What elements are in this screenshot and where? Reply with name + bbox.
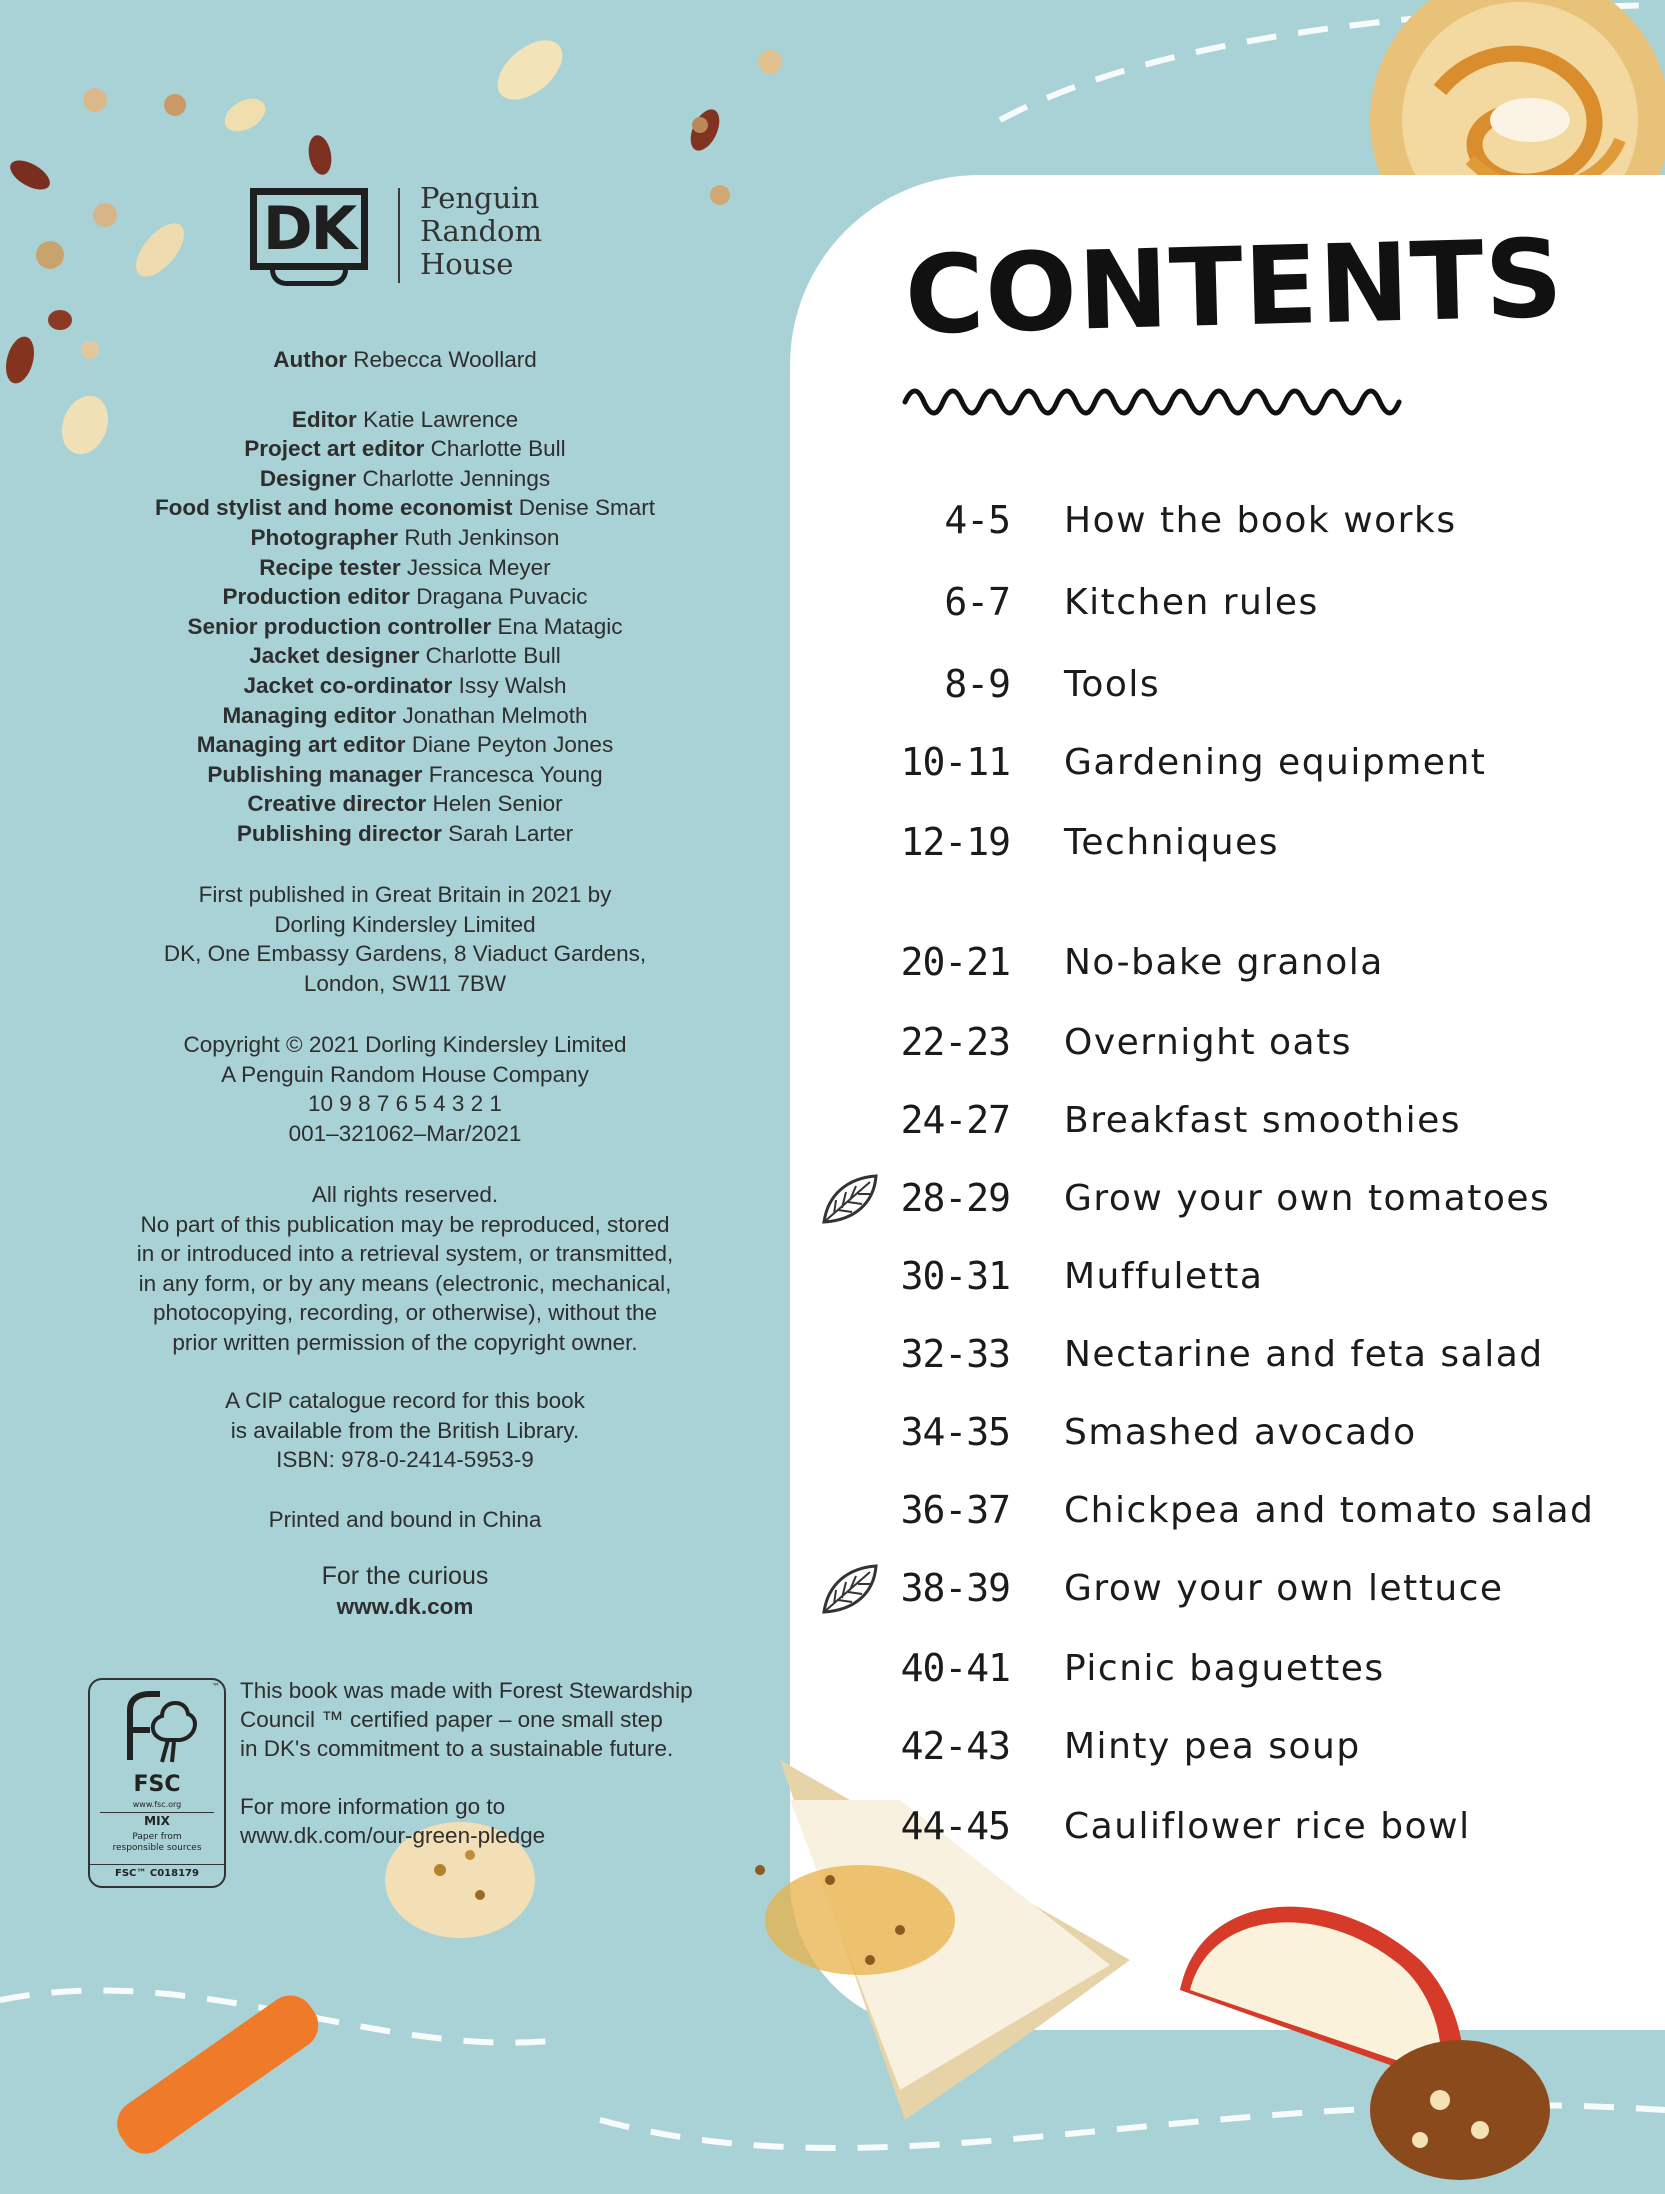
publication-line: DK, One Embassy Gardens, 8 Viaduct Gardens, xyxy=(163,941,647,967)
toc-entry[interactable] xyxy=(0,1404,1665,1464)
toc-page-range: 28-29 xyxy=(900,1176,1010,1220)
toc-entry[interactable] xyxy=(0,1326,1665,1386)
toc-entry[interactable] xyxy=(0,1248,1665,1308)
dk-logo: DK xyxy=(250,188,368,270)
penguin-random-house-wordmark xyxy=(420,182,590,281)
credit-name: Katie Lawrence xyxy=(363,406,519,432)
credit-role: Jacket co-ordinator xyxy=(243,672,453,698)
credit-role: Creative director xyxy=(247,791,427,817)
credit-role: Publishing director xyxy=(236,820,442,846)
contents-heading-text: CONTENTS xyxy=(903,216,1566,359)
rights-line: in or introduced into a retrieval system, or transmitted, xyxy=(136,1241,674,1267)
fsc-statement-line: Council ™ certified paper – one small step xyxy=(240,1707,663,1732)
toc-page-range: 44-45 xyxy=(900,1804,1010,1848)
toc-title: Minty pea soup xyxy=(1064,1726,1361,1767)
publication-line: London, SW11 7BW xyxy=(303,970,507,996)
rights-line: All rights reserved. xyxy=(311,1182,499,1207)
toc-page-range: 40-41 xyxy=(900,1646,1010,1690)
toc-entry[interactable] xyxy=(0,934,1665,994)
toc-page-range: 24-27 xyxy=(900,1098,1010,1142)
rights-line: in any form, or by any means (electronic, mechanical, xyxy=(138,1270,672,1296)
toc-page-range: 12-19 xyxy=(900,820,1010,864)
credit-name: Sarah Larter xyxy=(448,820,574,846)
publication-line: Dorling Kindersley Limited xyxy=(274,911,536,937)
credit-name: Jonathan Melmoth xyxy=(402,702,588,728)
credit-role: Recipe tester xyxy=(259,554,401,580)
credit-line xyxy=(60,345,750,375)
toc-entry[interactable] xyxy=(0,492,1665,552)
fsc-mix-label: MIX xyxy=(144,1814,170,1828)
credit-name: Dragana Puvacic xyxy=(416,584,588,610)
credit-name: Issy Walsh xyxy=(458,672,567,698)
copyright-line: Copyright © 2021 Dorling Kindersley Limited xyxy=(183,1032,627,1057)
publisher-line: House xyxy=(420,247,514,281)
publisher-logo xyxy=(250,181,580,288)
credit-name: Charlotte Bull xyxy=(425,643,561,669)
toc-entry[interactable] xyxy=(0,1798,1665,1858)
rights-line: prior written permission of the copyright owner. xyxy=(172,1329,638,1355)
fsc-statement-line: in DK's commitment to a sustainable future. xyxy=(240,1736,674,1761)
credit-line xyxy=(60,405,750,435)
toc-entry[interactable] xyxy=(0,574,1665,634)
toc-entry[interactable] xyxy=(0,1482,1665,1542)
green-pledge-link[interactable]: www.dk.com/our-green-pledge xyxy=(240,1823,546,1848)
toc-title: Gardening equipment xyxy=(1064,742,1487,783)
credit-role: Designer xyxy=(259,465,357,491)
toc-title: Smashed avocado xyxy=(1064,1412,1417,1453)
apple-slice-illustration xyxy=(1180,1907,1550,2180)
credit-name: Helen Senior xyxy=(432,791,563,817)
toc-title: Kitchen rules xyxy=(1064,582,1319,623)
website-link[interactable]: www.dk.com xyxy=(336,1594,474,1619)
toc-page-range: 42-43 xyxy=(900,1724,1010,1768)
fsc-paper-label: Paper from responsible sources xyxy=(112,1832,202,1853)
cip-line: ISBN: 978-0-2414-5953-9 xyxy=(276,1447,534,1473)
credit-role: Production editor xyxy=(222,584,410,610)
toc-title: Breakfast smoothies xyxy=(1064,1100,1462,1141)
credit-role: Photographer xyxy=(250,524,399,550)
toc-entry[interactable] xyxy=(0,1170,1665,1230)
toc-entry[interactable] xyxy=(0,1560,1665,1620)
credit-line xyxy=(60,434,750,464)
credit-name: Francesca Young xyxy=(428,761,603,787)
rights-line: photocopying, recording, or otherwise), without the xyxy=(152,1300,658,1326)
toc-page-range: 8-9 xyxy=(944,662,1010,706)
credit-role: Senior production controller xyxy=(187,613,492,639)
toc-page-range: 34-35 xyxy=(900,1410,1010,1454)
publication-line: First published in Great Britain in 2021 by xyxy=(198,882,612,907)
tagline: For the curious xyxy=(321,1562,489,1590)
toc-page-range: 22-23 xyxy=(900,1020,1010,1064)
toc-title: Chickpea and tomato salad xyxy=(1064,1490,1595,1531)
toc-title: Muffuletta xyxy=(1064,1256,1264,1297)
toc-page-range: 38-39 xyxy=(900,1566,1010,1610)
copyright-line: 10 9 8 7 6 5 4 3 2 1 xyxy=(308,1091,502,1117)
copyright-line: 001–321062–Mar/2021 xyxy=(288,1120,522,1146)
printed-line: Printed and bound in China xyxy=(268,1507,542,1532)
credit-name: Rebecca Woollard xyxy=(353,347,537,372)
cip-line: A CIP catalogue record for this book xyxy=(225,1388,585,1413)
toc-title: Techniques xyxy=(1064,822,1280,863)
toc-title: Grow your own lettuce xyxy=(1064,1568,1504,1609)
toc-title: No-bake granola xyxy=(1064,942,1384,983)
credit-name: Ruth Jenkinson xyxy=(404,524,560,550)
toc-page-range: 4-5 xyxy=(944,498,1010,542)
toc-page-range: 36-37 xyxy=(900,1488,1010,1532)
fsc-name: FSC xyxy=(133,1772,181,1797)
copyright-line: A Penguin Random House Company xyxy=(221,1061,589,1087)
toc-page-range: 32-33 xyxy=(900,1332,1010,1376)
toc-title: Nectarine and feta salad xyxy=(1064,1334,1544,1375)
toc-entry[interactable] xyxy=(0,734,1665,794)
credit-name: Denise Smart xyxy=(518,495,656,521)
toc-title: Picnic baguettes xyxy=(1064,1648,1385,1689)
toc-entry[interactable] xyxy=(0,1092,1665,1152)
fsc-trademark: ™ xyxy=(212,1682,220,1691)
dk-logo-book-mark xyxy=(270,270,348,286)
fsc-code: FSC™ C018179 xyxy=(90,1864,224,1879)
toc-title: How the book works xyxy=(1064,500,1457,541)
toc-page-range: 30-31 xyxy=(900,1254,1010,1298)
credit-role: Project art editor xyxy=(244,436,425,462)
squiggle-divider xyxy=(900,372,1420,422)
toc-entry[interactable] xyxy=(0,814,1665,874)
toc-page-range: 6-7 xyxy=(944,580,1010,624)
credit-role: Managing art editor xyxy=(196,732,406,758)
credit-name: Charlotte Bull xyxy=(430,436,566,462)
cip-line: is available from the British Library. xyxy=(230,1417,580,1443)
credit-name: Ena Matagic xyxy=(497,613,623,639)
credit-role: Publishing manager xyxy=(207,761,423,787)
credit-role: Jacket designer xyxy=(249,643,420,669)
credit-line xyxy=(60,464,750,494)
logo-divider xyxy=(398,188,400,283)
toc-page-range: 10-11 xyxy=(900,740,1010,784)
fsc-statement-line: This book was made with Forest Stewardship xyxy=(240,1678,693,1703)
credit-role: Food stylist and home economist xyxy=(154,495,513,521)
contents-heading xyxy=(903,216,1566,362)
rights-line: No part of this publication may be reproduced, stored xyxy=(140,1211,670,1237)
credit-role: Author xyxy=(273,347,348,372)
credit-name: Diane Peyton Jones xyxy=(411,732,614,758)
toc-title: Tools xyxy=(1064,664,1161,705)
toc-entry[interactable] xyxy=(0,1718,1665,1778)
toc-title: Overnight oats xyxy=(1064,1022,1352,1063)
fsc-more-info-line: For more information go to xyxy=(240,1794,506,1819)
credit-name: Charlotte Jennings xyxy=(362,465,551,491)
toc-entry[interactable] xyxy=(0,1640,1665,1700)
toc-entry[interactable] xyxy=(0,656,1665,716)
publisher-line: Penguin xyxy=(420,181,540,215)
credit-name: Jessica Meyer xyxy=(406,554,551,580)
credit-role: Managing editor xyxy=(222,702,397,728)
toc-entry[interactable] xyxy=(0,1014,1665,1074)
toc-page-range: 20-21 xyxy=(900,940,1010,984)
toc-title: Grow your own tomatoes xyxy=(1064,1178,1551,1219)
toc-title: Cauliflower rice bowl xyxy=(1064,1806,1471,1847)
publisher-line: Random xyxy=(420,214,542,248)
fsc-url: www.fsc.org xyxy=(132,1800,182,1809)
credit-role: Editor xyxy=(291,406,357,432)
